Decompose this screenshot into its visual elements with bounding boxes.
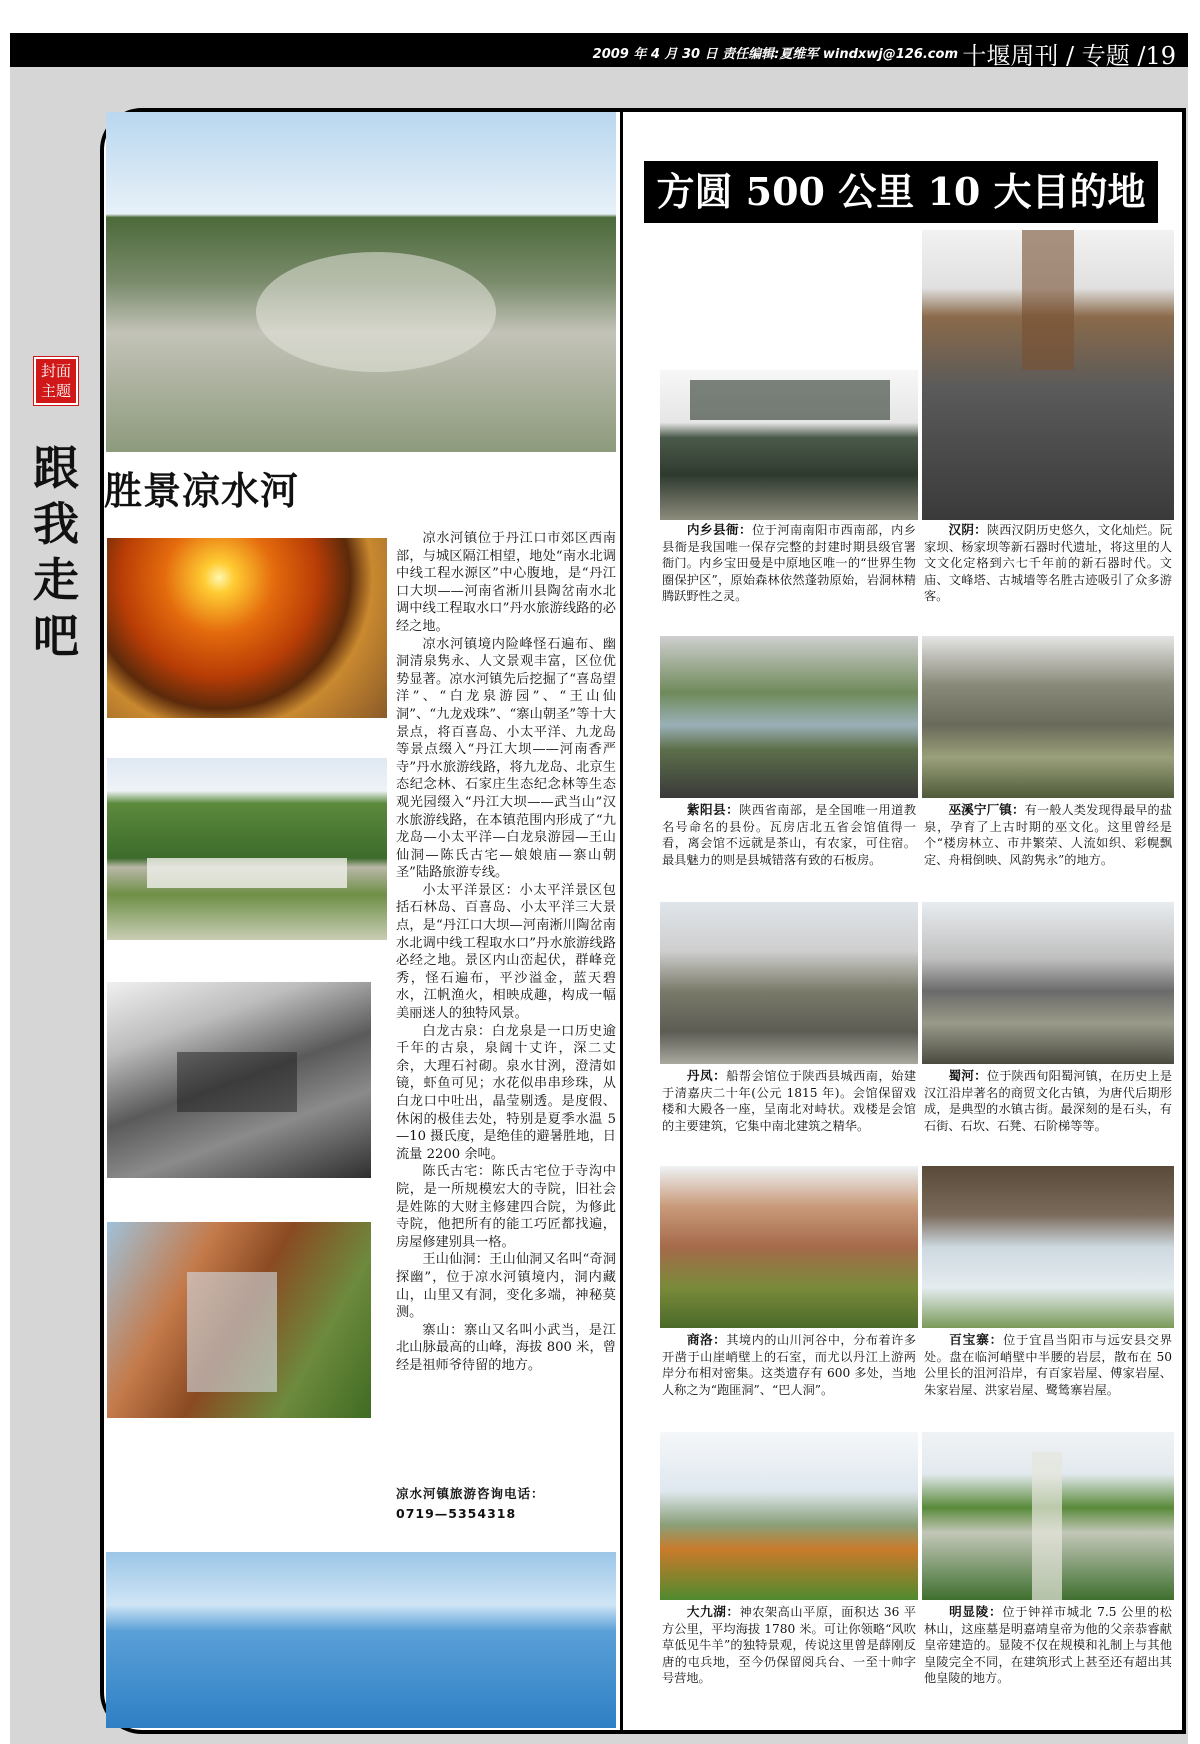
- caption-baibaozhai: [924, 1332, 1172, 1428]
- hotline-number: 0719—5354318: [396, 1506, 517, 1521]
- photo-old-temple: [107, 982, 371, 1178]
- header-bar: [10, 33, 1188, 70]
- header-meta: 2009 年 4 月 30 日 责任编辑:夏维军 windxwj@126.com: [592, 47, 958, 62]
- caption-ziyang: [662, 802, 916, 898]
- photo-xianling-tomb: [922, 1432, 1174, 1600]
- photo-stone-arch: [107, 1222, 371, 1418]
- caption-xianling: [924, 1604, 1172, 1722]
- section-badge: [34, 357, 78, 405]
- article-paragraph: 小太平洋景区：小太平洋景区包括石林岛、百喜岛、小太平洋三大景点，是“丹江口大坝—河南淅川陶岔南水北调中线工程取水口”丹水旅游线路必经之地。景区内山峦起伏，群峰竞秀，怪石遍布，平沙溢金，蓝天碧水，江帆渔火，相映成趣，构成一幅美丽迷人的独特风景。: [396, 882, 616, 1022]
- photo-hanyin-tower: [922, 230, 1174, 520]
- destination-name: 蜀河：: [948, 1068, 987, 1083]
- article-paragraph: 陈氏古宅：陈氏古宅位于寺沟中院，是一所规模宏大的寺院，旧社会是姓陈的大财主修建四合院，为修此寺院，他把所有的能工巧匠都找遍，房屋修建别具一格。: [396, 1164, 616, 1250]
- destination-name: 紫阳县：: [686, 802, 740, 817]
- destination-name: 汉阴：: [948, 522, 987, 537]
- photo-ningchang-town: [922, 636, 1174, 798]
- photo-neixiang-yamen: [660, 370, 918, 520]
- article-paragraph: 寨山：寨山又名叫小武当，是江北山脉最高的山峰，海拔 800 米，曾经是祖师爷待留的地方。: [396, 1322, 616, 1373]
- destination-text: 陕西汉阴历史悠久，文化灿烂。阮家坝、杨家坝等新石器时代遗址，将这里的人文文化定格到六七千年前的新石器时代。文庙、文峰塔、古城墙等名胜古迹吸引了众多游客。: [924, 523, 1172, 604]
- destination-name: 百宝寨：: [948, 1332, 1004, 1347]
- caption-shangluo: [662, 1332, 916, 1428]
- photo-forest-building: [107, 758, 387, 940]
- destination-name: 明显陵：: [948, 1604, 1003, 1619]
- column-divider: [620, 112, 623, 1730]
- caption-hanyin: [924, 522, 1172, 632]
- badge-line-2: 主题: [40, 382, 71, 400]
- photo-shuhe-roofs: [922, 902, 1174, 1064]
- article-paragraph: 王山仙洞：王山仙洞又名叫“奇洞探幽”，位于凉水河镇境内，洞内藏山，山里又有洞，变化多端，神秘莫测。: [396, 1252, 616, 1321]
- badge-line-1: 封面: [40, 362, 71, 380]
- destination-text: 神农架高山平原，面积达 36 平方公里，平均海拔 1780 米。可让你领略“风吹草低见牛羊”的独特景观，传说这里曾是薛刚反唐的屯兵地，至今仍保留阅兵台、一至十帅字号营地。: [662, 1605, 916, 1686]
- photo-ziyang-river: [660, 636, 918, 798]
- hotline-label: 凉水河镇旅游咨询电话：: [396, 1486, 545, 1501]
- destination-text: 位于钟祥市城北 7.5 公里的松林山，这座墓是明嘉靖皇帝为他的父亲恭睿献皇帝建造的。显陵不仅在规模和礼制上与其他皇陵完全不同，在建筑形式上甚至还有超出其他皇陵的地方。: [924, 1605, 1172, 1686]
- caption-shuhe: [924, 1068, 1172, 1162]
- photo-sunset-rocks: [107, 538, 387, 718]
- photo-shangluo-cliff: [660, 1166, 918, 1328]
- photo-sea-birds: [106, 1552, 616, 1728]
- photo-baibaozhai-lake: [922, 1166, 1174, 1328]
- destination-text: 位于陕西旬阳蜀河镇，在历史上是汉江沿岸著名的商贸文化古镇，为唐代后期形成，是典型的水镇古街。最深刻的是石头，有石街、石坎、石凳、石阶梯等等。: [924, 1069, 1172, 1133]
- caption-danfeng: [662, 1068, 916, 1162]
- tourism-hotline: [396, 1484, 616, 1524]
- caption-ningchang: [924, 802, 1172, 898]
- article-paragraph: 凉水河镇境内险峰怪石遍布、幽洞清泉隽永、人文景观丰富，区位优势显著。凉水河镇先后挖掘了“喜岛望洋”、“白龙泉游园”、“王山仙洞”、“九龙戏珠”、“寨山朝圣”等十大景点，将百喜岛、小太平洋、九龙岛等景点缀入“丹江大坝——河南香严寺”丹水旅游线路，将九龙岛、北京生态纪念林、石家庄生态纪念林等生态观光园缀入“丹江大坝——武当山”汉水旅游线路，在本镇范围内形成了“九龙岛—小太平洋—白龙泉游园—王山仙洞—陈氏古宅—娘娘庙—寨山朝圣”陆路旅游专线。: [396, 636, 616, 881]
- photo-danfeng-hall: [660, 902, 918, 1064]
- sidebar-title: 跟我走吧: [33, 441, 79, 663]
- article-body: [396, 530, 616, 1375]
- destination-text: 位于河南南阳市西南部，内乡县衙是我国唯一保存完整的封建时期县级官署衙门。内乡宝田曼是中原地区唯一的“世界生物圈保护区”，原始森林依然蓬勃原始，岩洞林精腾跃野性之灵。: [662, 523, 916, 604]
- header-brand: 十堰周刊 / 专题 /19: [962, 42, 1176, 70]
- destination-text: 位于宜昌当阳市与远安县交界处。盘在临河峭壁中半腰的岩层，散布在 50 公里长的沮河沿岸，有百家岩屋、傅家岩屋、朱家岩屋、洪家岩屋、鹭鸶寨岩屋。: [924, 1333, 1172, 1397]
- destination-name: 巫溪宁厂镇：: [948, 802, 1025, 817]
- article-title: 胜景凉水河: [104, 468, 300, 513]
- article-paragraph: 白龙古泉：白龙泉是一口历史逾千年的古泉，泉阔十丈许，深二丈余，大理石衬砌。泉水甘洌，澄清如镜，虾鱼可见；水花似串串珍珠，从白龙口中吐出，晶莹剔透。是度假、休闲的极佳去处，特别是夏季水温 5—10 摄氏度，是绝佳的避暑胜地，日流量 2200 余吨。: [396, 1023, 616, 1162]
- article-paragraph: 凉水河镇位于丹江口市郊区西南部，与城区隔江相望，地处“南水北调中线工程水源区”中心腹地，是“丹江口大坝——河南省淅川县陶岔南水北调中线工程取水口”丹水旅游线路的必经之地。: [396, 531, 616, 634]
- section-title: 方圆 500 公里 10 大目的地: [644, 161, 1158, 223]
- caption-dajiuhu: [662, 1604, 916, 1722]
- destination-text: 其境内的山川河谷中，分布着许多开凿于山崖峭壁上的石室，而尤以丹江上游两岸分布相对密集。这类遗存有 600 多处，当地人称之为“跑匪洞”、“巴人洞”。: [662, 1333, 916, 1397]
- destination-name: 商洛：: [686, 1332, 727, 1347]
- photo-stone-shore: [106, 112, 616, 452]
- destination-text: 有一般人类发现得最早的盐泉，孕育了上古时期的巫文化。这里曾经是个“楼房林立、市井繁荣、人流如织、彩幌飘定、舟楫倒映、风韵隽永”的地方。: [924, 803, 1172, 867]
- caption-neixiang: [662, 522, 916, 632]
- destination-text: 陕西省南部，是全国唯一用道教名号命名的县份。瓦房店北五省会馆值得一看，离会馆不远就是茶山，有农家，可住宿。最具魅力的则是县城错落有致的石板房。: [662, 803, 916, 867]
- destination-name: 大九湖：: [686, 1604, 740, 1619]
- photo-dajiuhu-plain: [660, 1432, 918, 1600]
- destination-name: 丹凤：: [686, 1068, 727, 1083]
- destination-text: 船帮会馆位于陕西县城西南，始建于清嘉庆二十年(公元 1815 年)。会馆保留戏楼和大殿各一座，呈南北对峙状。戏楼是会馆的主要建筑，它集中南北建筑之精华。: [662, 1069, 916, 1133]
- destination-name: 内乡县衙：: [686, 522, 753, 537]
